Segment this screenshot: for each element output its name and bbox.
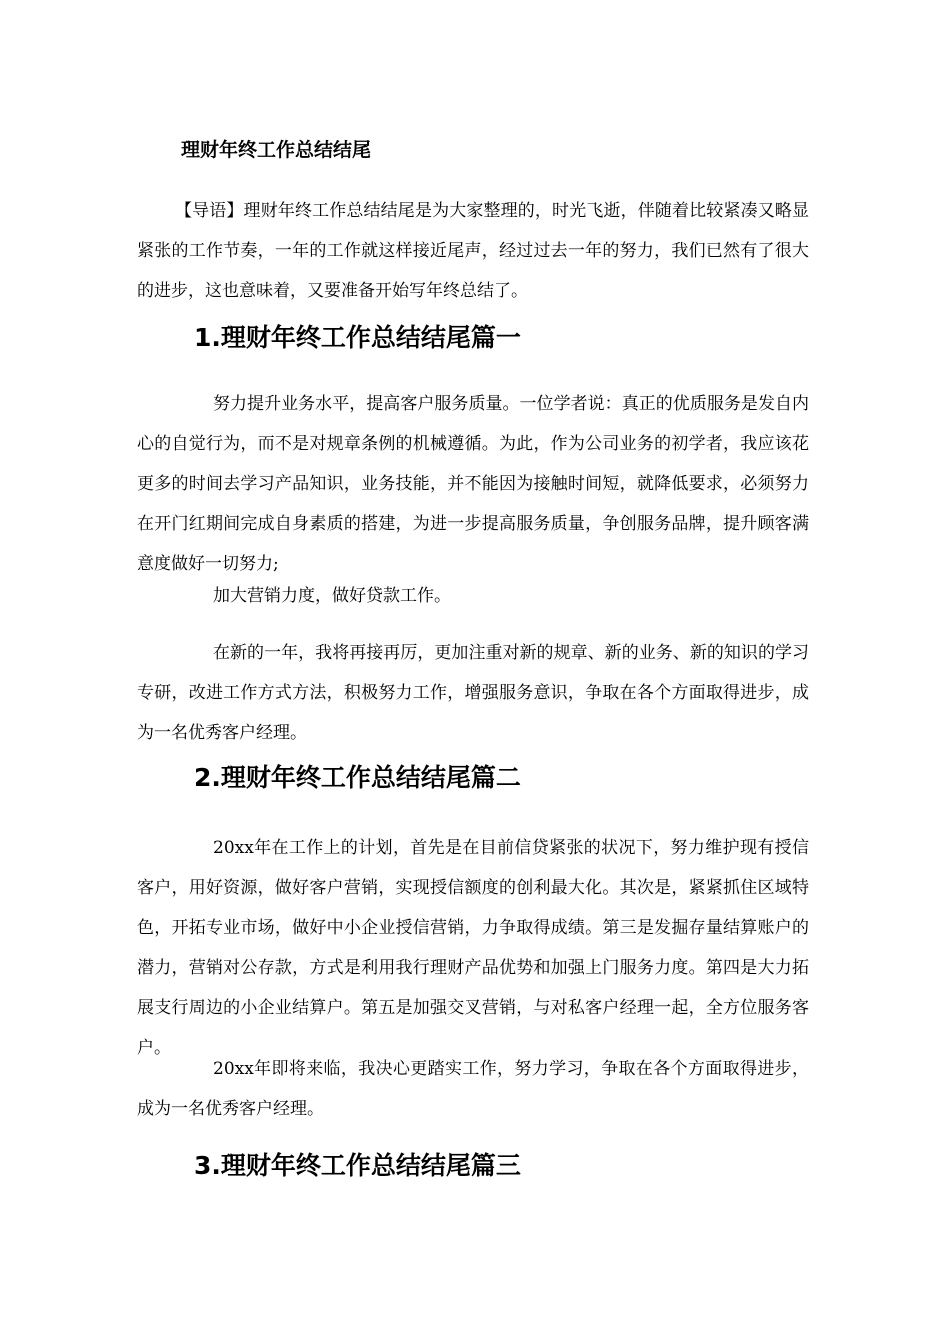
section-1-heading: 1.理财年终工作总结结尾篇一 — [194, 323, 521, 352]
section-2-paragraph-2: 20xx年即将来临，我决心更踏实工作，努力学习，争取在各个方面取得进步，成为一名优秀客户经理。 — [137, 1059, 809, 1119]
intro-paragraph: 【导语】理财年终工作总结结尾是为大家整理的，时光飞逝，伴随着比较紧凑又略显紧张的工作节奏，一年的工作就这样接近尾声，经过过去一年的努力，我们已然有了很大的进步，这也意味着，又要准备开始写年终总结了。 — [137, 201, 809, 301]
section-3-heading: 3.理财年终工作总结结尾篇三 — [194, 1151, 521, 1180]
section-2-heading: 2.理财年终工作总结结尾篇二 — [194, 763, 521, 792]
section-2-paragraph-1: 20xx年在工作上的计划，首先是在目前信贷紧张的状况下，努力维护现有授信客户，用好资源，做好客户营销，实现授信额度的创利最大化。其次是，紧紧抓住区域特色，开拓专业市场，做好中小企业授信营销，力争取得成绩。第三是发掘存量结算账户的潜力，营销对公存款，方式是利用我行理财产品优势和加强上门服务力度。第四是大力拓展支行周边的小企业结算户。第五是加强交叉营销，与对私客户经理一起，全方位服务客户。 — [137, 838, 809, 1058]
section-1-paragraph-2: 加大营销力度，做好贷款工作。 — [213, 586, 451, 606]
section-1-paragraph-1: 努力提升业务水平，提高客户服务质量。一位学者说：真正的优质服务是发自内心的自觉行为，而不是对规章条例的机械遵循。为此，作为公司业务的初学者，我应该花更多的时间去学习产品知识，业务技能，并不能因为接触时间短，就降低要求，必须努力在开门红期间完成自身素质的搭建，为进一步提高服务质量，争创服务品牌，提升顾客满意度做好一切努力; — [137, 394, 809, 574]
section-1-paragraph-3: 在新的一年，我将再接再厉，更加注重对新的规章、新的业务、新的知识的学习专研，改进工作方式方法，积极努力工作，增强服务意识，争取在各个方面取得进步，成为一名优秀客户经理。 — [137, 643, 809, 743]
document-title: 理财年终工作总结结尾 — [181, 139, 372, 161]
